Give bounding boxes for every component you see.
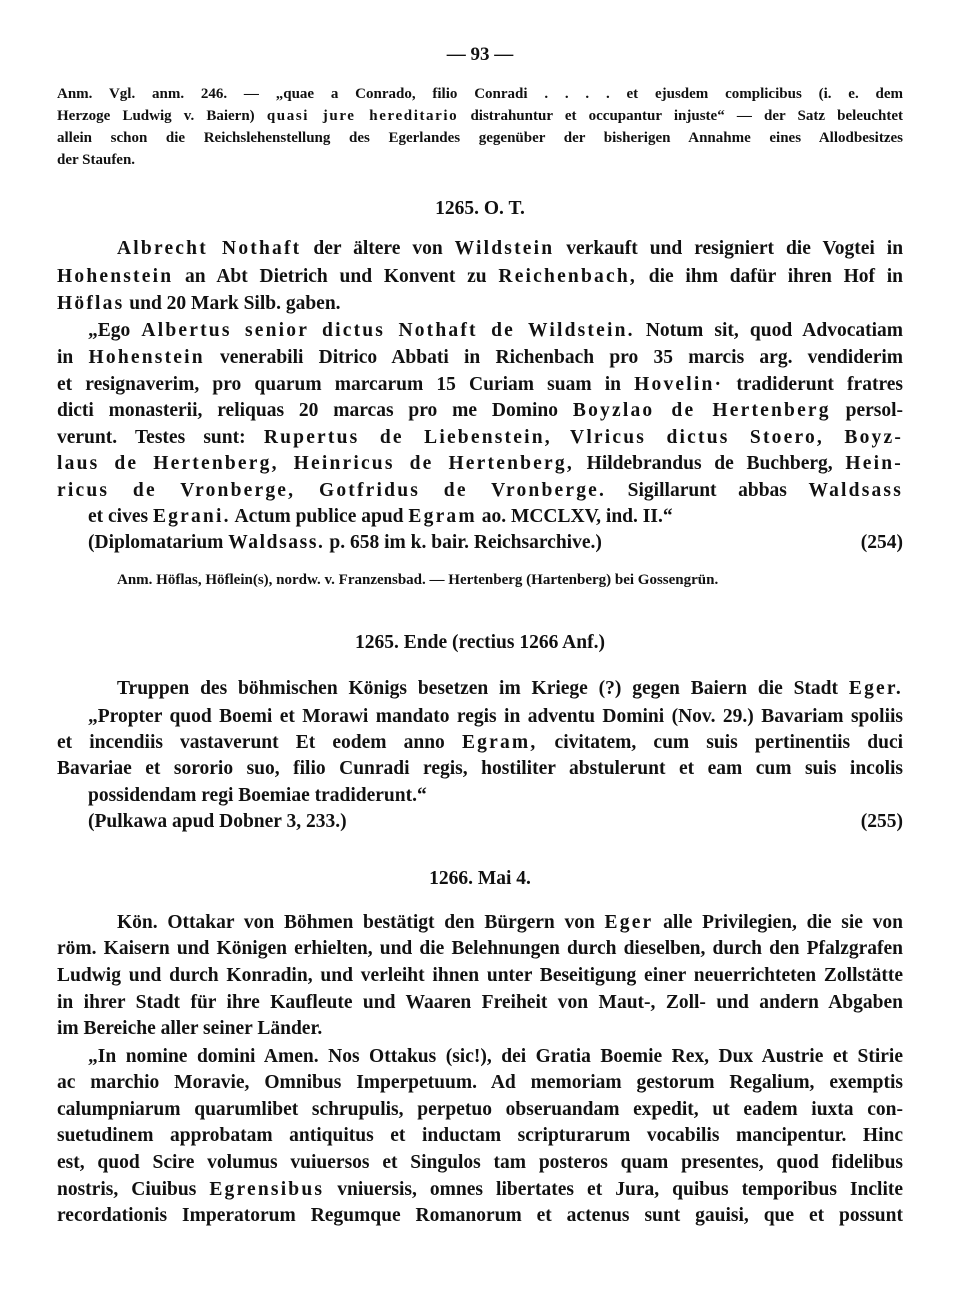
entry-line: est, quod Scire volumus vuiuersos et Singulos tam posteros quam presentes, quod fidelibus <box>57 1152 903 1173</box>
entry-line: Höflas und 20 Mark Silb. gaben. <box>57 293 341 314</box>
entry-line: et cives Egrani. Actum publice apud Egram ao. MCCLXV, ind. II.“ <box>88 506 673 527</box>
entry-line: calumpniarum quarumlibet schrupulis, perpetuo obseruandam expedit, ut eadem iuxta con- <box>57 1099 903 1120</box>
entry-line: recordationis Imperatorum Regumque Romanorum et actenus sunt gauisi, que et possunt <box>57 1205 903 1226</box>
note-line: Anm. Vgl. anm. 246. — „quae a Conrado, filio Conradi . . . . et ejusdem complicibus (i. e. dem <box>57 86 903 102</box>
entry-line: „In nomine domini Amen. Nos Ottakus (sic!), dei Gratia Boemie Rex, Dux Austrie et Stirie <box>88 1046 903 1067</box>
entry-line: et resignaverim, pro quarum marcarum 15 Curiam suam in Hovelin· tradiderunt fratres <box>57 374 903 395</box>
entry-line: ricus de Vronberge, Gotfridus de Vronberge. Sigillarunt abbas Waldsass <box>57 480 904 501</box>
entry-line: suetudinem approbatam antiquitus et inductam scripturarum vocabilis mancipentur. Hinc <box>57 1125 903 1146</box>
entry-heading: 1265. O. T. <box>435 198 525 219</box>
entry-line: Kön. Ottakar von Böhmen bestätigt den Bürgern von Eger alle Privilegien, die sie von <box>117 912 903 933</box>
note-line: Herzoge Ludwig v. Baiern) quasi jure hereditario distrahuntur et occupantur injuste“ — der Satz beleuchtet <box>57 108 903 124</box>
entry-number: (254) <box>860 532 903 553</box>
entry-line: dicti monasterii, reliquas 20 marcas pro me Domino Boyzlao de Hertenberg persol- <box>57 400 904 421</box>
entry-line: „Propter quod Boemi et Morawi mandato regis in adventu Domini (Nov. 29.) Bavariam spoliis <box>88 706 903 727</box>
entry-line: possidendam regi Boemiae tradiderunt.“ <box>88 785 427 806</box>
entry-line: laus de Hertenberg, Heinricus de Hertenberg, Hildebrandus de Buchberg, Hein- <box>57 453 904 474</box>
entry-line: Truppen des böhmischen Königs besetzen im Kriege (?) gegen Baiern die Stadt Eger. <box>117 678 904 699</box>
entry-line: im Bereiche aller seiner Länder. <box>57 1018 323 1039</box>
entry-line: in Hohenstein venerabili Ditrico Abbati in Richenbach pro 35 marcis arg. vendiderim <box>57 347 904 368</box>
entry-line: Ludwig und durch Konradin, und verleiht ihnen unter Beseitigung einer neuerrichteten Zollstätte <box>57 965 903 986</box>
entry-line: Bavariae et sororio suo, filio Cunradi regis, hostiliter abstulerunt et eam cum suis incolis <box>57 758 903 779</box>
entry-source: (Diplomatarium Waldsass. p. 658 im k. bair. Reichsarchive.) <box>88 532 602 553</box>
note-line: allein schon die Reichslehenstellung des Egerlandes gegenüber der bisherigen Annahme eines Allodbesitzes <box>57 130 903 146</box>
entry-heading: 1265. Ende (rectius 1266 Anf.) <box>355 632 605 653</box>
entry-line: nostris, Ciuibus Egrensibus vniuersis, omnes libertates et Jura, quibus temporibus Inclite <box>57 1179 904 1200</box>
entry-line: röm. Kaisern und Königen erhielten, und die Belehnungen durch dieselben, durch den Pfalzgrafen <box>57 938 903 959</box>
entry-note: Anm. Höflas, Höflein(s), nordw. v. Franzensbad. — Hertenberg (Hartenberg) bei Gossengrün. <box>117 572 719 588</box>
entry-number: (255) <box>860 811 903 832</box>
entry-line: „Ego Albertus senior dictus Nothaft de Wildstein. Notum sit, quod Advocatiam <box>88 320 904 341</box>
entry-line: verunt. Testes sunt: Rupertus de Liebenstein, Vlricus dictus Stoero, Boyz- <box>57 427 904 448</box>
entry-line: Hohenstein an Abt Dietrich und Konvent zu Reichenbach, die ihm dafür ihren Hof in <box>57 266 904 287</box>
page-number: — 93 — <box>446 44 514 65</box>
entry-line: ac marchio Moravie, Omnibus Imperpetuum. Ad memoriam gestorum Regalium, exemptis <box>57 1072 903 1093</box>
note-line: der Staufen. <box>57 152 136 168</box>
entry-source: (Pulkawa apud Dobner 3, 233.) <box>88 811 347 832</box>
entry-heading: 1266. Mai 4. <box>429 868 531 889</box>
entry-line: et incendiis vastaverunt Et eodem anno Egram, civitatem, cum suis pertinentiis duci <box>57 732 904 753</box>
entry-line: in ihrer Stadt für ihre Kaufleute und Waaren Freiheit von Maut-, Zoll- und andern Abgaben <box>57 992 903 1013</box>
entry-line: Albrecht Nothaft der ältere von Wildstein verkauft und resigniert die Vogtei in <box>117 238 904 259</box>
